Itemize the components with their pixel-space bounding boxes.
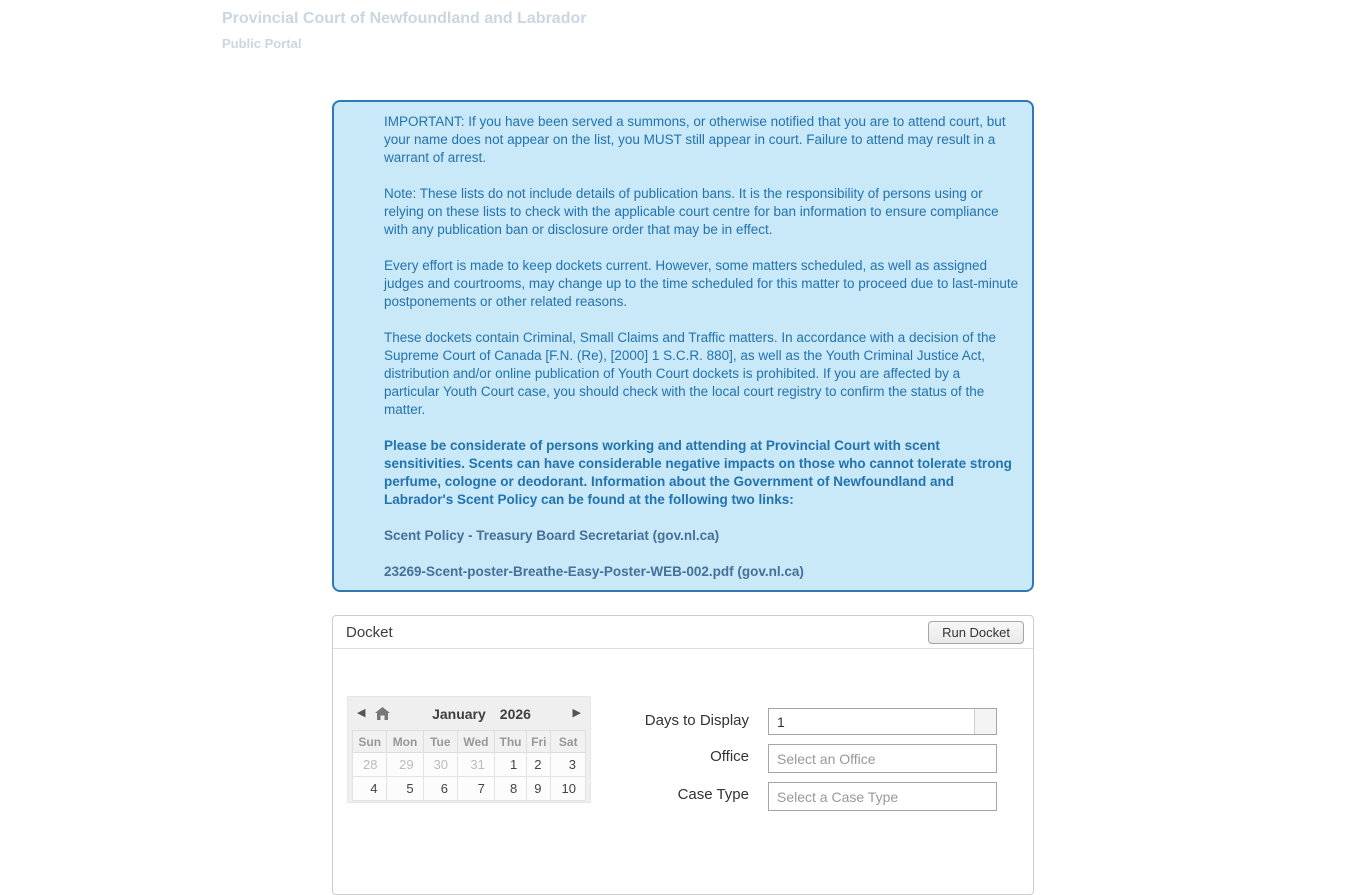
docket-panel-body — [333, 649, 1033, 894]
calendar-day-header: Thu — [494, 731, 526, 753]
calendar-day-cell[interactable]: 31 — [458, 753, 495, 777]
days-to-display-field — [768, 708, 997, 735]
notice-paragraph-summons: IMPORTANT: If you have been served a summons, or otherwise notified that you are to attend court, but your name does not appear on the list, you MUST still appear in court. Failure to attend may result in a warrant of arrest. — [384, 114, 1006, 165]
calendar-day-cell[interactable]: 5 — [387, 777, 423, 801]
scent-poster-pdf-link[interactable]: 23269-Scent-poster-Breathe-Easy-Poster-WEB-002.pdf (gov.nl.ca) — [384, 564, 804, 579]
calendar-day-cell[interactable]: 4 — [353, 777, 387, 801]
docket-panel-header — [333, 616, 1033, 649]
calendar-day-cell[interactable]: 29 — [387, 753, 423, 777]
calendar-day-header: Sat — [551, 731, 586, 753]
calendar-month-label: January — [432, 705, 486, 722]
office-input[interactable] — [768, 744, 997, 773]
days-to-display-label: Days to Display — [644, 712, 749, 729]
case-type-label: Case Type — [677, 786, 749, 803]
calendar-day-cell[interactable]: 8 — [494, 777, 526, 801]
notice-paragraph-youth-court: These dockets contain Criminal, Small Claims and Traffic matters. In accordance with a decision of the Supreme Court of Canada [F.N. (Re), [2000] 1 S.C.R. 880], as well as the Youth Criminal Justice Act, distribution and/or online publication of Youth Court dockets is prohibited. If you are affected by a particular Youth Court case, you should check with the local court registry to confirm the status of the matter. — [384, 330, 997, 417]
calendar-day-cell[interactable]: 6 — [423, 777, 457, 801]
calendar-day-header: Sun — [353, 731, 387, 753]
calendar-prev-month-icon[interactable]: ◀ — [357, 707, 366, 719]
run-docket-button[interactable]: Run Docket — [928, 621, 1024, 644]
calendar-next-month-icon[interactable]: ▶ — [572, 707, 582, 719]
site-title: Provincial Court of Newfoundland and Labrador — [222, 10, 587, 27]
calendar-day-header: Tue — [423, 731, 457, 753]
days-to-display-spinner[interactable] — [974, 709, 996, 734]
calendar-year-label: 2026 — [499, 705, 531, 722]
calendar-day-cell[interactable]: 1 — [494, 753, 526, 777]
calendar-day-header: Wed — [458, 731, 495, 753]
important-notice-box — [332, 100, 1034, 592]
notice-paragraph-dockets-current: Every effort is made to keep dockets current. However, some matters scheduled, as well as assigned judges and courtrooms, may change up to the time scheduled for this matter to proceed due to last-minute postponements or other related reasons. — [384, 258, 1019, 309]
docket-panel-title: Docket — [346, 623, 393, 641]
office-label: Office — [710, 748, 749, 765]
days-to-display-input[interactable] — [769, 709, 974, 734]
notice-paragraph-scent-policy: Please be considerate of persons working and attending at Provincial Court with scent sensitivities. Scents can have considerable negative impacts on those who cannot tolerate strong perfume, cologne or deodorant. Information about the Government of Newfoundland and Labrador's Scent Policy can be found at the following two links: — [384, 438, 1012, 507]
case-type-input[interactable] — [768, 782, 997, 811]
docket-panel — [332, 615, 1034, 895]
calendar-day-cell[interactable]: 10 — [551, 777, 586, 801]
scent-policy-link[interactable]: Scent Policy - Treasury Board Secretariat (gov.nl.ca) — [384, 528, 720, 543]
calendar-day-header: Fri — [527, 731, 551, 753]
site-subtitle: Public Portal — [222, 36, 302, 51]
calendar-day-cell[interactable]: 3 — [551, 753, 586, 777]
calendar-day-cell[interactable]: 2 — [527, 753, 551, 777]
calendar-day-cell[interactable]: 30 — [423, 753, 457, 777]
calendar-day-cell[interactable]: 9 — [527, 777, 551, 801]
calendar-day-cell[interactable]: 28 — [353, 753, 387, 777]
notice-paragraph-publication-bans: Note: These lists do not include details of publication bans. It is the responsibility of persons using or relying on these lists to check with the applicable court centre for ban information to ensure compliance with any publication ban or disclosure order that may be in effect. — [384, 186, 999, 237]
calendar-day-header: Mon — [387, 731, 423, 753]
calendar-day-cell[interactable]: 7 — [458, 777, 495, 801]
site-header — [222, 10, 586, 51]
